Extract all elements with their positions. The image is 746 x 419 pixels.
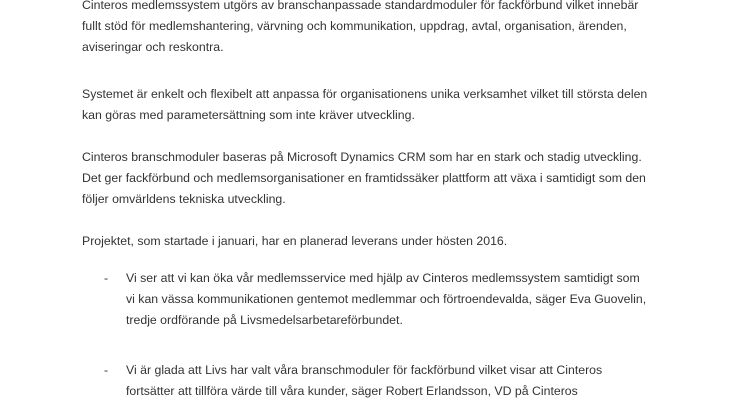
text-line: fullt stöd för medlemshantering, värvning och kommunikation, uppdrag, avtal, organisation, ärenden, bbox=[82, 19, 627, 33]
quote-text bbox=[126, 268, 646, 331]
text-line: Vi ser att vi kan öka vår medlemsservice med hjälp av Cinteros medlemssystem samtidigt som bbox=[126, 271, 640, 285]
text-line: aviseringar och reskontra. bbox=[82, 40, 224, 54]
text-line: Systemet är enkelt och flexibelt att anpassa för organisationens unika verksamhet vilket till största delen bbox=[82, 87, 648, 101]
paragraph-flexibility bbox=[82, 84, 647, 126]
text-line: fortsätter att tillföra värde till våra kunder, säger Robert Erlandsson, VD på Cinteros bbox=[126, 384, 578, 398]
bullet-dash: - bbox=[104, 363, 109, 377]
text-line: vi kan vässa kommunikationen gentemot medlemmar och förtroendevalda, säger Eva Guovelin, bbox=[126, 292, 647, 306]
text-line: följer omvärldens tekniska utveckling. bbox=[82, 192, 286, 206]
paragraph-project bbox=[82, 231, 507, 252]
text-line: Cinteros medlemssystem utgörs av branschanpassade standardmoduler för fackförbund vilket innebär bbox=[82, 0, 639, 12]
paragraph-platform bbox=[82, 147, 646, 210]
text-line: tredje ordförande på Livsmedelsarbetareförbundet. bbox=[126, 313, 403, 327]
bullet-dash: - bbox=[104, 271, 109, 285]
text-line: Vi är glada att Livs har valt våra branschmoduler för fackförbund vilket visar att Cinteros bbox=[126, 363, 603, 377]
text-line: Projektet, som startade i januari, har en planerad leverans under hösten 2016. bbox=[82, 234, 508, 248]
text-line: kan göras med parametersättning som inte kräver utveckling. bbox=[82, 108, 415, 122]
paragraph-intro bbox=[82, 0, 638, 58]
text-line: Det ger fackförbund och medlemsorganisationer en framtidssäker plattform att växa i samtidigt som den bbox=[82, 171, 646, 185]
text-line: Cinteros branschmoduler baseras på Microsoft Dynamics CRM som har en stark och stadig utveckling. bbox=[82, 150, 642, 164]
quote-text bbox=[126, 360, 602, 402]
